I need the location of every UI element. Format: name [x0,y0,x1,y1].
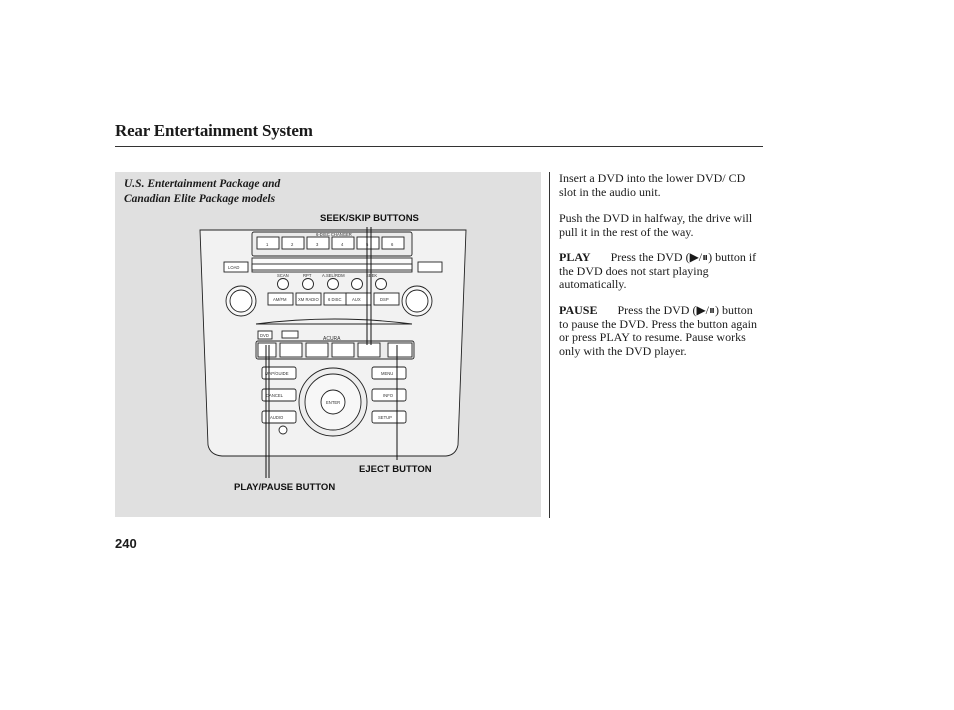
seek-label: SEEK [366,273,378,278]
para-pause [559,304,759,358]
preset-2: 2 [291,242,294,247]
page-title: Rear Entertainment System [115,121,313,140]
preset-6: 6 [391,242,394,247]
scan-label: SCAN [277,273,289,278]
callout-play-pause: PLAY/PAUSE BUTTON [234,482,336,493]
pause-text: Press the DVD ( [617,303,697,317]
preset-3: 3 [316,242,319,247]
dvd-label: DVD [260,333,269,338]
band-xm: XM RADIO [298,297,319,302]
nav-setup: SETUP [378,415,392,420]
pause-tail: ) button to pause the DVD. Press the button again or press PLAY to resume. Pause works only with the DVD player. [559,303,757,358]
nav-info: INFO [383,393,394,398]
callout-eject: EJECT BUTTON [359,464,432,475]
preset-4: 4 [341,242,344,247]
figure-caption-line1: U.S. Entertainment Package and [124,178,281,190]
play-tail: ) button if the DVD does not start playing automatically. [559,250,757,291]
preset-1: 1 [266,242,269,247]
nav-menu: MENU [381,371,394,376]
play-pause-button [258,343,276,357]
play-pause-icon: ▶/⏸ [696,303,716,317]
play-text: Press the DVD ( [610,250,690,264]
load-label: LOAD [228,265,240,270]
figure-caption-line2: Canadian Elite Package models [124,193,276,205]
band-amfm: AM/FM [273,297,287,302]
eject-button [388,343,412,357]
brand-label: ACURA [323,336,341,342]
band-aux: AUX [352,297,361,302]
nav-audio: AUDIO [270,415,284,420]
nav-cancel: CANCEL [266,393,283,398]
play-pause-icon: ▶/⏸ [689,250,709,264]
para-insert: Insert a DVD into the lower DVD/ CD slot in the audio unit. [559,171,746,199]
cd-slot-upper [252,264,412,270]
page-number: 240 [115,536,137,551]
eject-upper [418,262,442,272]
column-divider [549,172,550,518]
para-push: Push the DVD in halfway, the drive will pull it in the rest of the way. [559,211,753,239]
rpt-label: RPT [303,273,312,278]
changer-label: 6-DISC CHANGER [316,232,352,237]
pause-head: PAUSE [559,303,598,317]
play-head: PLAY [559,250,591,264]
asel-label: A.SEL/RDM [322,273,345,278]
enter-label: ENTER [326,400,341,405]
preset-5: 5 [366,242,369,247]
nav-map-guide: MAP/GUIDE [265,371,289,376]
para-play [559,251,759,292]
band-6disc: 6 DISC [328,297,342,302]
band-dsp: DSP [380,297,389,302]
callout-seek-skip: SEEK/SKIP BUTTONS [320,213,419,224]
